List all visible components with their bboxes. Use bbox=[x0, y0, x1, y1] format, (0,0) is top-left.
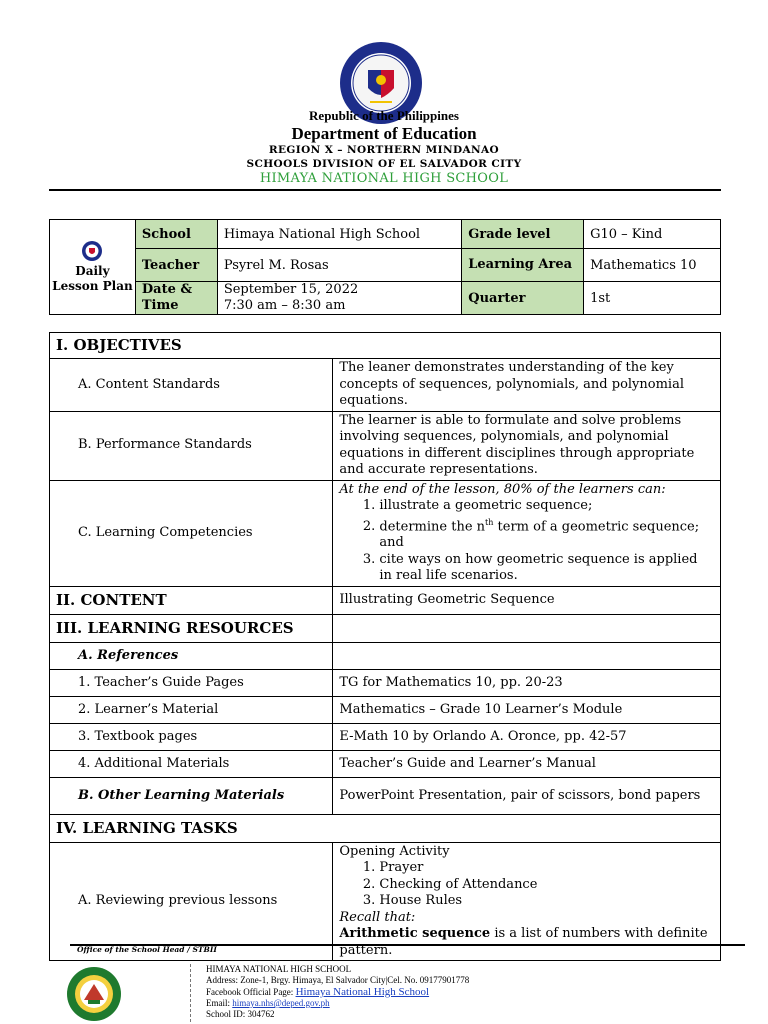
lesson-info-table bbox=[49, 219, 721, 315]
other-materials-value: PowerPoint Presentation, pair of scissors, bond papers bbox=[333, 777, 721, 814]
references-label: A. References bbox=[50, 642, 333, 669]
school-label: School bbox=[135, 220, 217, 249]
reviewing-lessons-label: A. Reviewing previous lessons bbox=[50, 842, 333, 961]
dlp-label: Daily Lesson Plan bbox=[52, 264, 133, 293]
other-materials-label: B. Other Learning Materials bbox=[50, 777, 333, 814]
deped-mini-seal-icon bbox=[81, 240, 103, 262]
time-value: 7:30 am – 8:30 am bbox=[223, 298, 346, 313]
region-text: REGION X – NORTHERN MINDANAO bbox=[268, 144, 500, 156]
grade-value: G10 – Kind bbox=[584, 220, 721, 249]
footer-address: Address: Zone-1, Brgy. Himaya, El Salvador City|Cel. No. 09177901778 bbox=[206, 975, 470, 985]
area-value: Mathematics 10 bbox=[584, 249, 721, 282]
teacher-value: Psyrel M. Rosas bbox=[217, 249, 461, 282]
office-label: Office of the School Head / STBII bbox=[77, 945, 217, 954]
date-time-cell bbox=[217, 282, 461, 315]
footer-school-id: School ID: 304762 bbox=[206, 1009, 275, 1019]
objectives-heading: I. OBJECTIVES bbox=[50, 333, 721, 359]
tg-pages-value: TG for Mathematics 10, pp. 20-23 bbox=[333, 669, 721, 696]
opening-activity: Opening Activity bbox=[339, 843, 450, 859]
competencies-list bbox=[339, 498, 714, 585]
learning-competencies-label: C. Learning Competencies bbox=[50, 480, 333, 586]
additional-materials-label: 4. Additional Materials bbox=[50, 750, 333, 777]
footer-email: Email: himaya.nhs@deped.gov.ph bbox=[206, 998, 330, 1008]
school-value: Himaya National High School bbox=[217, 220, 461, 249]
learners-material-value: Mathematics – Grade 10 Learner’s Module bbox=[333, 696, 721, 723]
content-heading: II. CONTENT bbox=[50, 586, 333, 614]
textbook-pages-value: E-Math 10 by Orlando A. Oronce, pp. 42-57 bbox=[333, 723, 721, 750]
lesson-plan-table bbox=[49, 332, 721, 961]
learning-competencies-cell bbox=[333, 480, 721, 586]
opening-item: 1. Prayer bbox=[379, 860, 714, 877]
performance-standards-label: B. Performance Standards bbox=[50, 411, 333, 480]
learning-tasks-heading: IV. LEARNING TASKS bbox=[50, 814, 721, 842]
date-label: Date & Time bbox=[135, 282, 217, 315]
performance-standards-text: The learner is able to formulate and solve problems involving sequences, polynomials, and polynomial equations in different disciplines through appropriate and accurate representations. bbox=[333, 411, 721, 480]
additional-materials-value: Teacher’s Guide and Learner’s Manual bbox=[333, 750, 721, 777]
recall-text: Recall that: bbox=[339, 909, 416, 925]
resources-heading: III. LEARNING RESOURCES bbox=[50, 614, 333, 642]
facebook-link[interactable]: Himaya National High School bbox=[295, 986, 430, 998]
references-empty bbox=[333, 642, 721, 669]
department-title: Department of Education bbox=[291, 124, 477, 143]
competency-item: 2. determine the $n^{th}$ term of a geometric sequence; and bbox=[379, 515, 714, 552]
resources-empty bbox=[333, 614, 721, 642]
content-standards-label: A. Content Standards bbox=[50, 359, 333, 412]
competency-item: 1. illustrate a geometric sequence; bbox=[379, 498, 714, 515]
area-label: Learning Area bbox=[462, 249, 584, 282]
header-divider bbox=[49, 189, 721, 191]
dlp-cell bbox=[50, 220, 136, 315]
republic-text: Republic of the Philippines bbox=[309, 108, 459, 123]
footer-facebook: Facebook Official Page: Himaya National High School bbox=[206, 986, 430, 998]
opening-list bbox=[339, 860, 714, 910]
arithmetic-definition: Arithmetic sequence is a list of numbers with definite pattern. bbox=[339, 926, 708, 958]
date-value: September 15, 2022 bbox=[223, 282, 359, 297]
opening-item: 3. House Rules bbox=[379, 893, 714, 910]
competency-item: 3. cite ways on how geometric sequence is applied in real life scenarios. bbox=[379, 552, 714, 585]
competencies-intro: At the end of the lesson, 80% of the learners can: bbox=[339, 481, 666, 497]
opening-item: 2. Checking of Attendance bbox=[379, 877, 714, 894]
grade-label: Grade level bbox=[462, 220, 584, 249]
textbook-pages-label: 3. Textbook pages bbox=[50, 723, 333, 750]
footer-vertical-divider bbox=[190, 964, 191, 1022]
school-name-header: HIMAYA NATIONAL HIGH SCHOOL bbox=[259, 171, 509, 186]
teacher-label: Teacher bbox=[135, 249, 217, 282]
quarter-label: Quarter bbox=[462, 282, 584, 315]
email-link[interactable]: himaya.nhs@deped.gov.ph bbox=[232, 998, 330, 1008]
learners-material-label: 2. Learner’s Material bbox=[50, 696, 333, 723]
content-standards-text: The leaner demonstrates understanding of the key concepts of sequences, polynomials, and polynomial equations. bbox=[333, 359, 721, 412]
division-text: SCHOOLS DIVISION OF EL SALVADOR CITY bbox=[246, 158, 522, 170]
footer-school-name: HIMAYA NATIONAL HIGH SCHOOL bbox=[206, 964, 352, 974]
quarter-value: 1st bbox=[584, 282, 721, 315]
content-value: Illustrating Geometric Sequence bbox=[333, 586, 721, 614]
school-logo bbox=[66, 966, 122, 1022]
tg-pages-label: 1. Teacher’s Guide Pages bbox=[50, 669, 333, 696]
